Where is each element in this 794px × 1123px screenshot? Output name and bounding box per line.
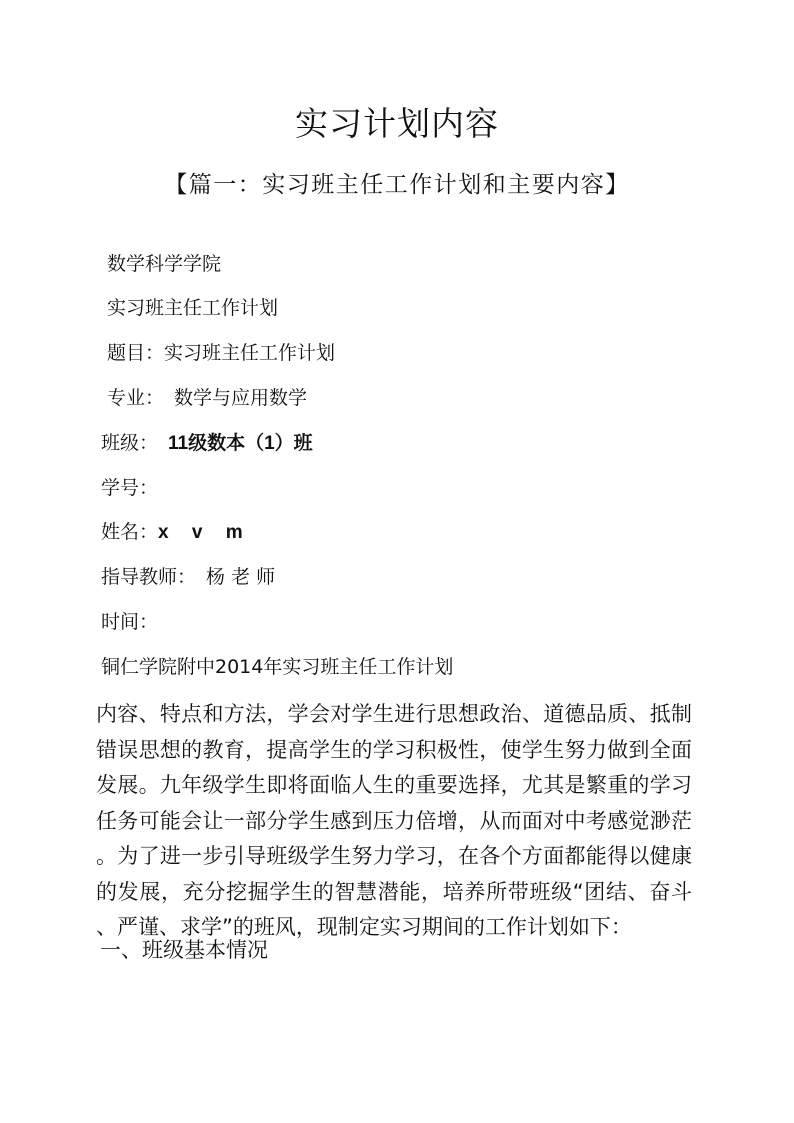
student-id-label: 学号： [101, 477, 159, 499]
major-value: 数学与应用数学 [174, 387, 308, 409]
topic-label: 题目： [107, 342, 165, 364]
name-line [101, 520, 252, 545]
document-title: 实习计划内容 [295, 104, 499, 143]
student-id-line [101, 476, 158, 500]
major-line [107, 386, 307, 410]
class-label: 班级： [101, 432, 159, 454]
body-paragraph: 内容、特点和方法，学会对学生进行思想政治、道德品质、抵制错误思想的教育，提高学生的学习积极性，使学生努力做到全面发展。九年级学生即将面临人生的重要选择，尤其是繁重的学习任务可能会让一部分学生感到压力倍增，从而面对中考感觉渺茫。为了进一步引导班级学生努力学习，在各个方面都能得以健康的发展，充分挖掘学生的智慧潜能，培养所带班级“团结、奋斗、严谨、求学”的班风，现制定实习期间的工作计划如下： [96, 702, 692, 939]
advisor-label: 指导教师： [101, 566, 197, 588]
topic-value: 实习班主任工作计划 [164, 342, 336, 364]
section-title-line [101, 655, 453, 679]
class-value: 11级数本（1）班 [168, 433, 313, 454]
plan-name: 实习班主任工作计划 [107, 297, 279, 319]
major-label: 专业： [107, 387, 165, 409]
college-line [107, 252, 221, 276]
name-value: x v m [158, 522, 252, 543]
heading-class-basic-info: 一、班级基本情况 [100, 938, 268, 962]
advisor-value: 杨 老 师 [206, 566, 276, 588]
time-line [101, 610, 158, 634]
college-name: 数学科学学院 [107, 253, 222, 275]
advisor-line [101, 565, 275, 589]
plan-name-line [107, 296, 278, 320]
class-line [101, 431, 313, 456]
document-subtitle: 【篇一：实习班主任工作计划和主要内容】 [164, 172, 630, 198]
topic-line [107, 341, 335, 365]
section-title: 铜仁学院附中2014年实习班主任工作计划 [101, 656, 454, 678]
time-label: 时间： [101, 611, 159, 633]
name-label: 姓名： [101, 521, 159, 543]
